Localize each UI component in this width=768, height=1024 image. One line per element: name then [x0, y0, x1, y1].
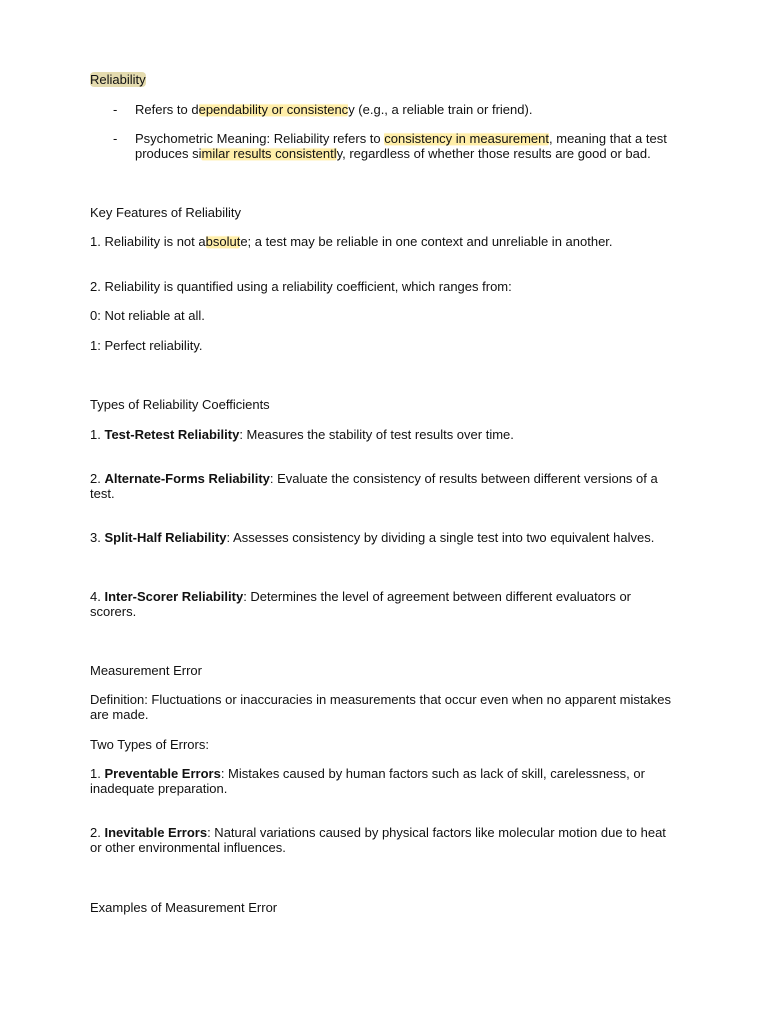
term: Preventable Errors [104, 766, 221, 781]
section-heading-measurement-error: Measurement Error [90, 663, 202, 678]
bullet-dependability: Refers to dependability or consistency (e.g., a reliable train or friend). [135, 102, 533, 117]
term: Test-Retest Reliability [104, 427, 240, 442]
bullet-psychometric: Psychometric Meaning: Reliability refers to consistency in measurement, meaning that a test produces similar results consistently, regardless of whether those results are good or bad. [135, 131, 667, 161]
highlight: bsolut [205, 234, 241, 249]
two-types-label: Two Types of Errors: [90, 737, 209, 752]
title-highlight: Reliability [90, 72, 146, 87]
highlight: consistency in measurement [384, 131, 550, 146]
term: Alternate-Forms Reliability [104, 471, 270, 486]
error-item-inevitable: 2. Inevitable Errors: Natural variations caused by physical factors like molecular motion due to heat or other environmental influences. [90, 825, 666, 855]
type-item-test-retest: 1. Test-Retest Reliability: Measures the stability of test results over time. [90, 427, 514, 442]
section-heading-examples: Examples of Measurement Error [90, 900, 278, 915]
highlight: ependability or consistenc [198, 102, 349, 117]
bullet-dash: - [113, 102, 118, 117]
key-feature-2: 2. Reliability is quantified using a reliability coefficient, which ranges from: [90, 279, 512, 294]
section-heading-key-features: Key Features of Reliability [90, 205, 242, 220]
term: Split-Half Reliability [104, 530, 227, 545]
error-item-preventable: 1. Preventable Errors: Mistakes caused by human factors such as lack of skill, carelessness, or inadequate preparation. [90, 766, 645, 796]
type-item-split-half: 3. Split-Half Reliability: Assesses consistency by dividing a single test into two equivalent halves. [90, 530, 655, 545]
key-feature-1: 1. Reliability is not absolute; a test may be reliable in one context and unreliable in another. [90, 234, 613, 249]
highlight: milar results consistentl [201, 146, 337, 161]
section-heading-types: Types of Reliability Coefficients [90, 397, 270, 412]
term: Inter-Scorer Reliability [104, 589, 244, 604]
type-item-inter-scorer: 4. Inter-Scorer Reliability: Determines the level of agreement between different evaluators or scorers. [90, 589, 631, 619]
bullet-dash: - [113, 131, 118, 146]
range-1: 1: Perfect reliability. [90, 338, 203, 353]
term: Inevitable Errors [104, 825, 208, 840]
type-item-alternate-forms: 2. Alternate-Forms Reliability: Evaluate the consistency of results between different versions of a test. [90, 471, 658, 501]
range-0: 0: Not reliable at all. [90, 308, 205, 323]
error-definition: Definition: Fluctuations or inaccuracies in measurements that occur even when no apparent mistakes are made. [90, 692, 671, 722]
doc-title [90, 72, 680, 87]
